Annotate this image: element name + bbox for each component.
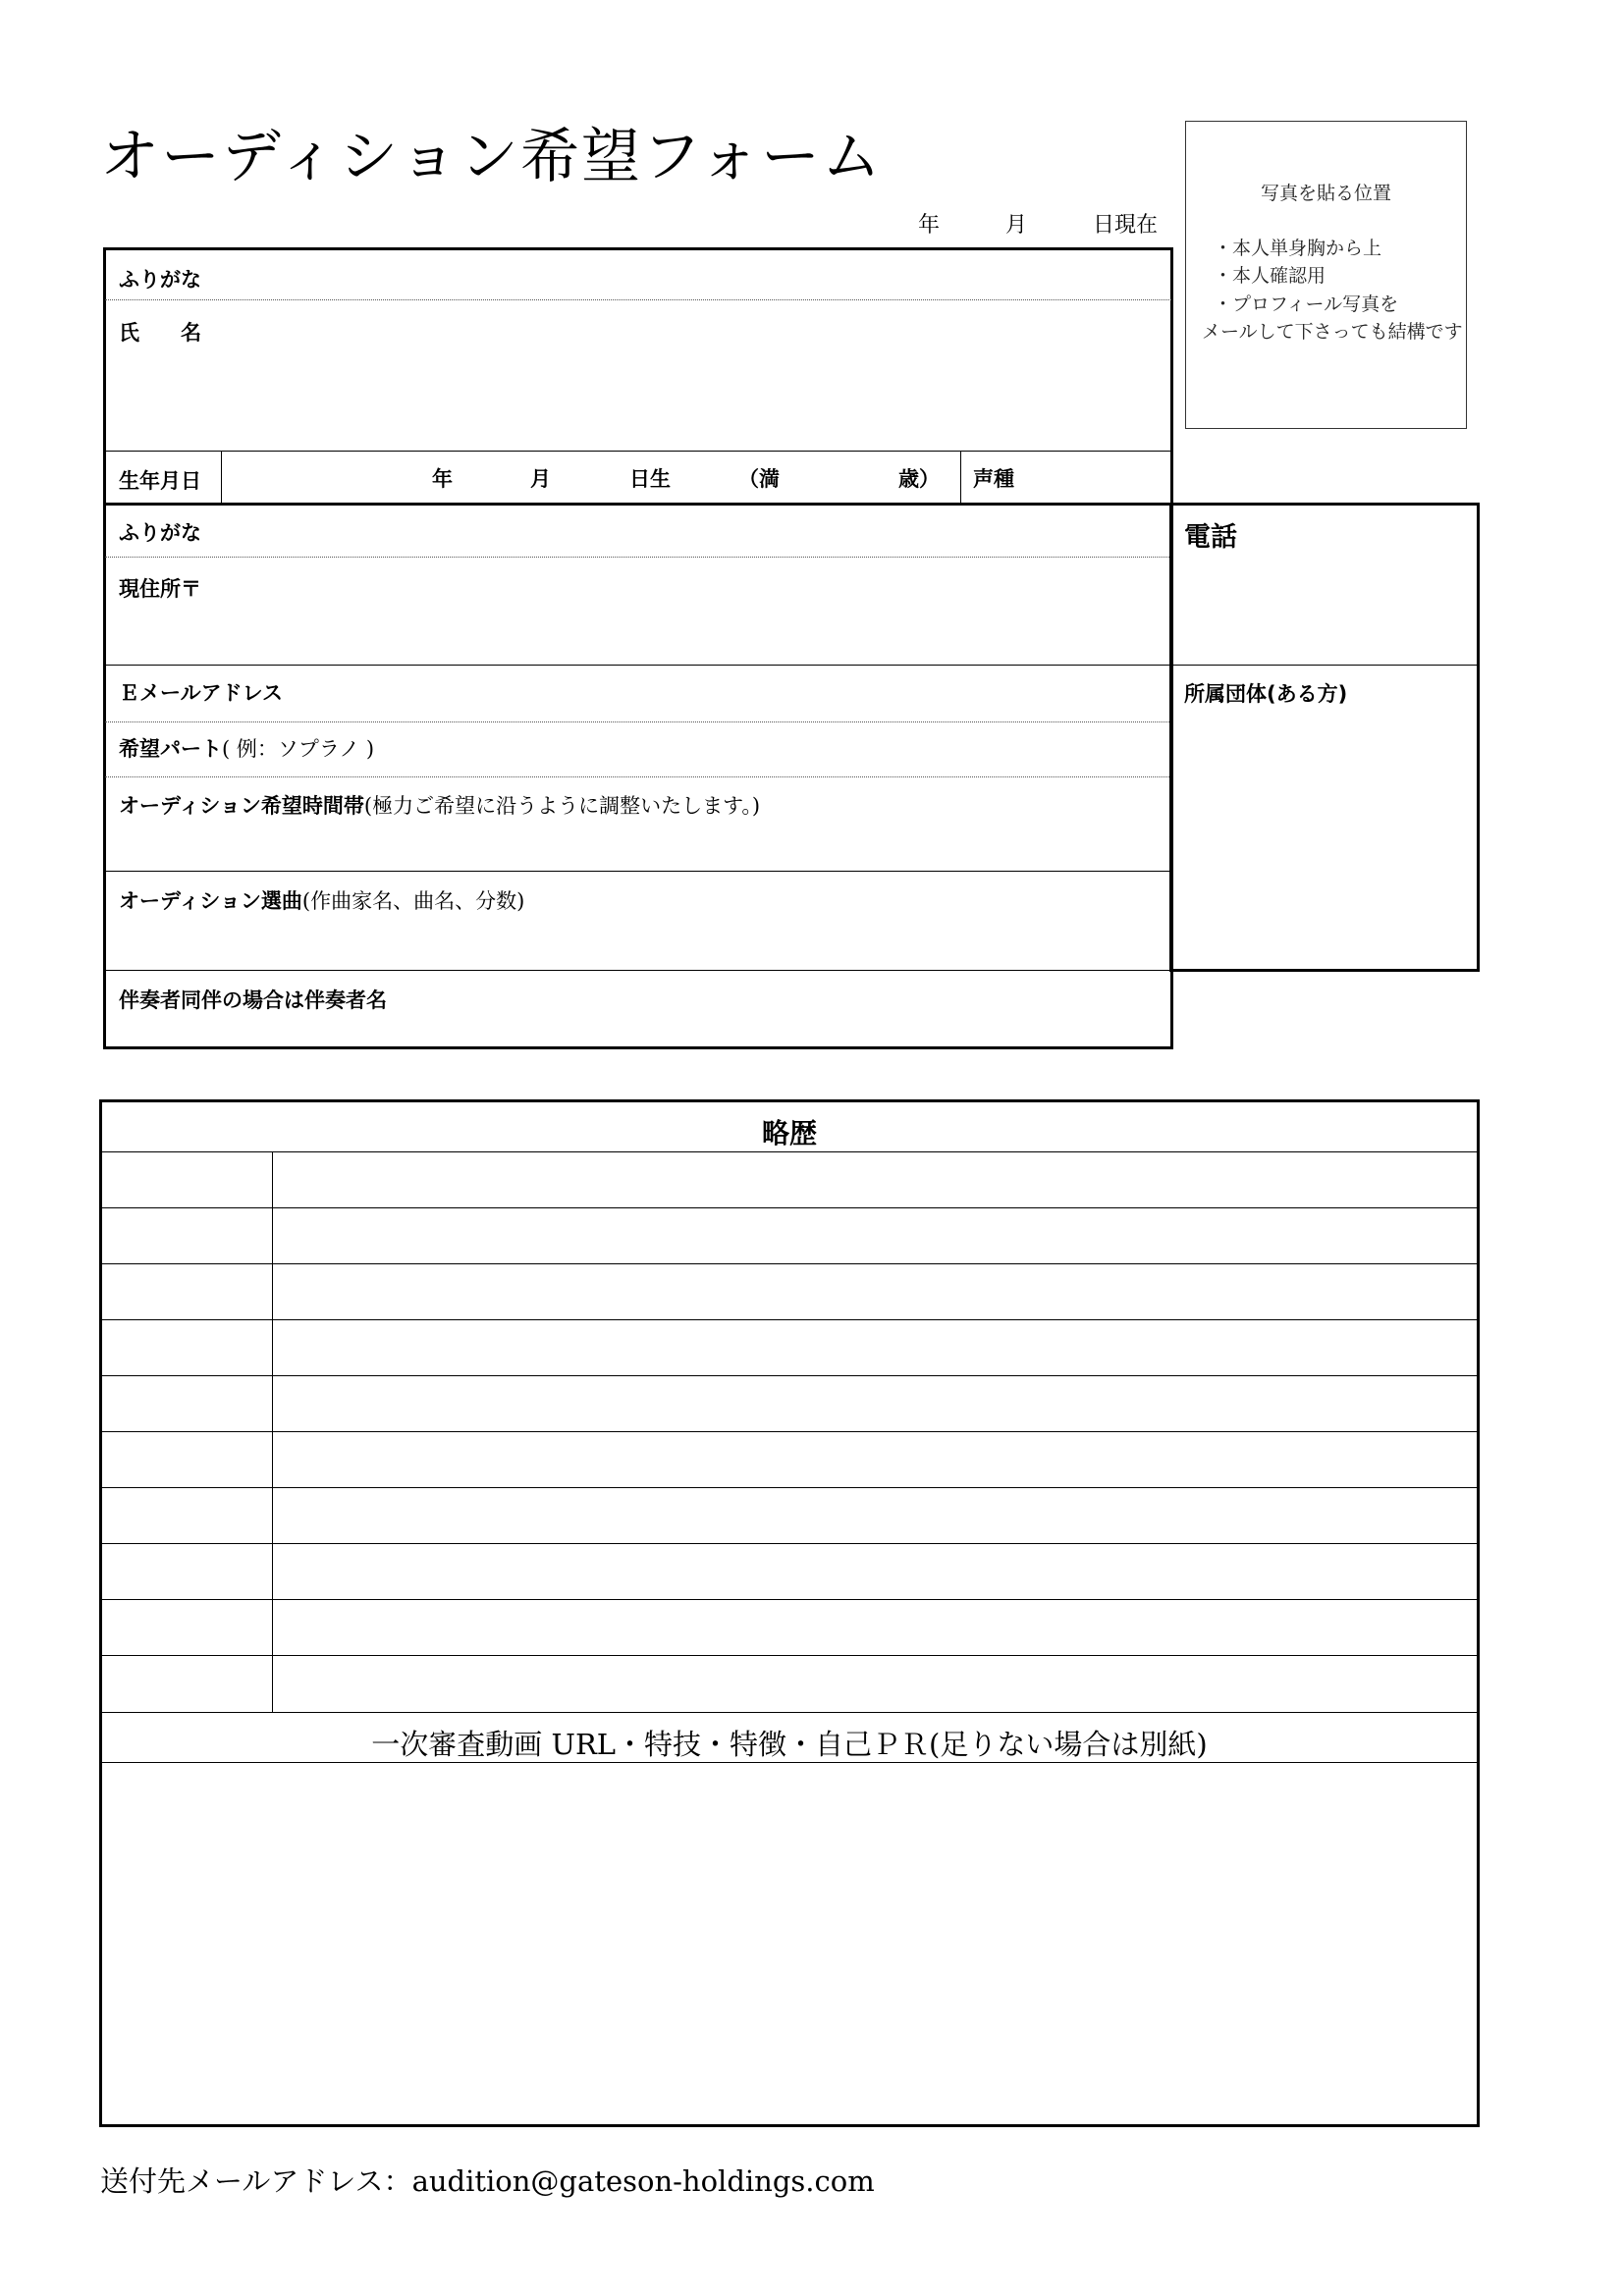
history-row-divider xyxy=(101,1599,1478,1600)
address-label: 現住所〒 xyxy=(119,577,201,601)
age-close-label: 歳） xyxy=(898,467,940,491)
history-row-divider xyxy=(101,1207,1478,1208)
history-description-cell[interactable] xyxy=(275,1433,1473,1486)
history-date-cell[interactable] xyxy=(103,1265,270,1318)
history-row-divider xyxy=(101,1543,1478,1544)
history-date-cell[interactable] xyxy=(103,1377,270,1430)
birth-day-label: 日生 xyxy=(629,467,671,491)
history-description-cell[interactable] xyxy=(275,1265,1473,1318)
date-month-label: 月 xyxy=(1005,213,1028,238)
history-description-cell[interactable] xyxy=(275,1153,1473,1206)
history-row-divider xyxy=(101,1655,1478,1656)
affiliation-label: 所属団体(ある方) xyxy=(1184,682,1348,706)
history-row-divider xyxy=(101,1263,1478,1264)
photo-note-2: ・本人確認用 xyxy=(1214,265,1326,287)
history-row-divider xyxy=(101,1319,1478,1320)
part-example-note: ( 例：ソプラノ ) xyxy=(222,737,375,761)
history-description-cell[interactable] xyxy=(275,1601,1473,1654)
history-date-cell[interactable] xyxy=(103,1321,270,1374)
pr-field[interactable] xyxy=(103,1765,1476,2122)
history-description-cell[interactable] xyxy=(275,1545,1473,1598)
history-row-divider xyxy=(101,1487,1478,1488)
date-day-label: 日現在 xyxy=(1093,213,1159,238)
photo-note-1: ・本人単身胸から上 xyxy=(1214,238,1382,259)
email-label: Ｅメールアドレス xyxy=(119,681,283,705)
name-field[interactable] xyxy=(216,309,1154,447)
photo-box xyxy=(1185,121,1467,429)
history-date-cell[interactable] xyxy=(103,1657,270,1710)
date-year-label: 年 xyxy=(918,213,941,238)
history-description-cell[interactable] xyxy=(275,1489,1473,1542)
history-date-cell[interactable] xyxy=(103,1153,270,1206)
song-note: (作曲家名、曲名、分数) xyxy=(301,889,525,913)
age-open-label: （満 xyxy=(738,467,780,491)
time-note: (極力ご希望に沿うように調整いたします。) xyxy=(363,794,761,818)
furigana-label: ふりがな xyxy=(119,268,201,292)
submission-label: 送付先メールアドレス： xyxy=(100,2164,412,2198)
history-date-cell[interactable] xyxy=(103,1601,270,1654)
submission-address xyxy=(100,2160,875,2200)
birth-year-label: 年 xyxy=(432,467,453,491)
birth-label: 生年月日 xyxy=(119,469,201,493)
photo-title: 写真を貼る位置 xyxy=(1260,183,1391,204)
phone-label: 電話 xyxy=(1184,522,1237,553)
voice-type-label: 声種 xyxy=(973,467,1014,491)
history-heading: 略歴 xyxy=(761,1117,817,1149)
birth-month-label: 月 xyxy=(530,467,551,491)
form-title: オーディション希望フォーム xyxy=(100,123,883,191)
history-description-cell[interactable] xyxy=(275,1321,1473,1374)
history-date-cell[interactable] xyxy=(103,1489,270,1542)
history-row-divider xyxy=(101,1431,1478,1432)
time-label-text: オーディション希望時間帯 xyxy=(119,794,364,818)
song-label xyxy=(119,885,524,915)
pr-heading: 一次審査動画 URL・特技・特徴・自己ＰＲ(足りない場合は別紙) xyxy=(371,1728,1208,1761)
time-label xyxy=(119,790,760,820)
history-date-cell[interactable] xyxy=(103,1433,270,1486)
part-label xyxy=(119,733,374,763)
history-description-cell[interactable] xyxy=(275,1209,1473,1262)
phone-affiliation-section xyxy=(1169,503,1480,972)
address-furigana-label: ふりがな xyxy=(119,521,201,545)
history-description-cell[interactable] xyxy=(275,1377,1473,1430)
part-label-text: 希望パート xyxy=(119,737,222,761)
song-label-text: オーディション選曲 xyxy=(119,889,302,913)
history-description-cell[interactable] xyxy=(275,1657,1473,1710)
history-date-cell[interactable] xyxy=(103,1545,270,1598)
name-label: 氏 名 xyxy=(119,321,201,345)
photo-note-3: ・プロフィール写真を xyxy=(1214,294,1399,315)
history-row-divider xyxy=(101,1375,1478,1376)
history-row-divider xyxy=(101,1151,1478,1152)
submission-email: audition@gateson-holdings.com xyxy=(411,2164,875,2198)
history-date-cell[interactable] xyxy=(103,1209,270,1262)
accompanist-label: 伴奏者同伴の場合は伴奏者名 xyxy=(119,988,387,1012)
photo-note-4: メールして下さっても結構です xyxy=(1202,321,1463,343)
